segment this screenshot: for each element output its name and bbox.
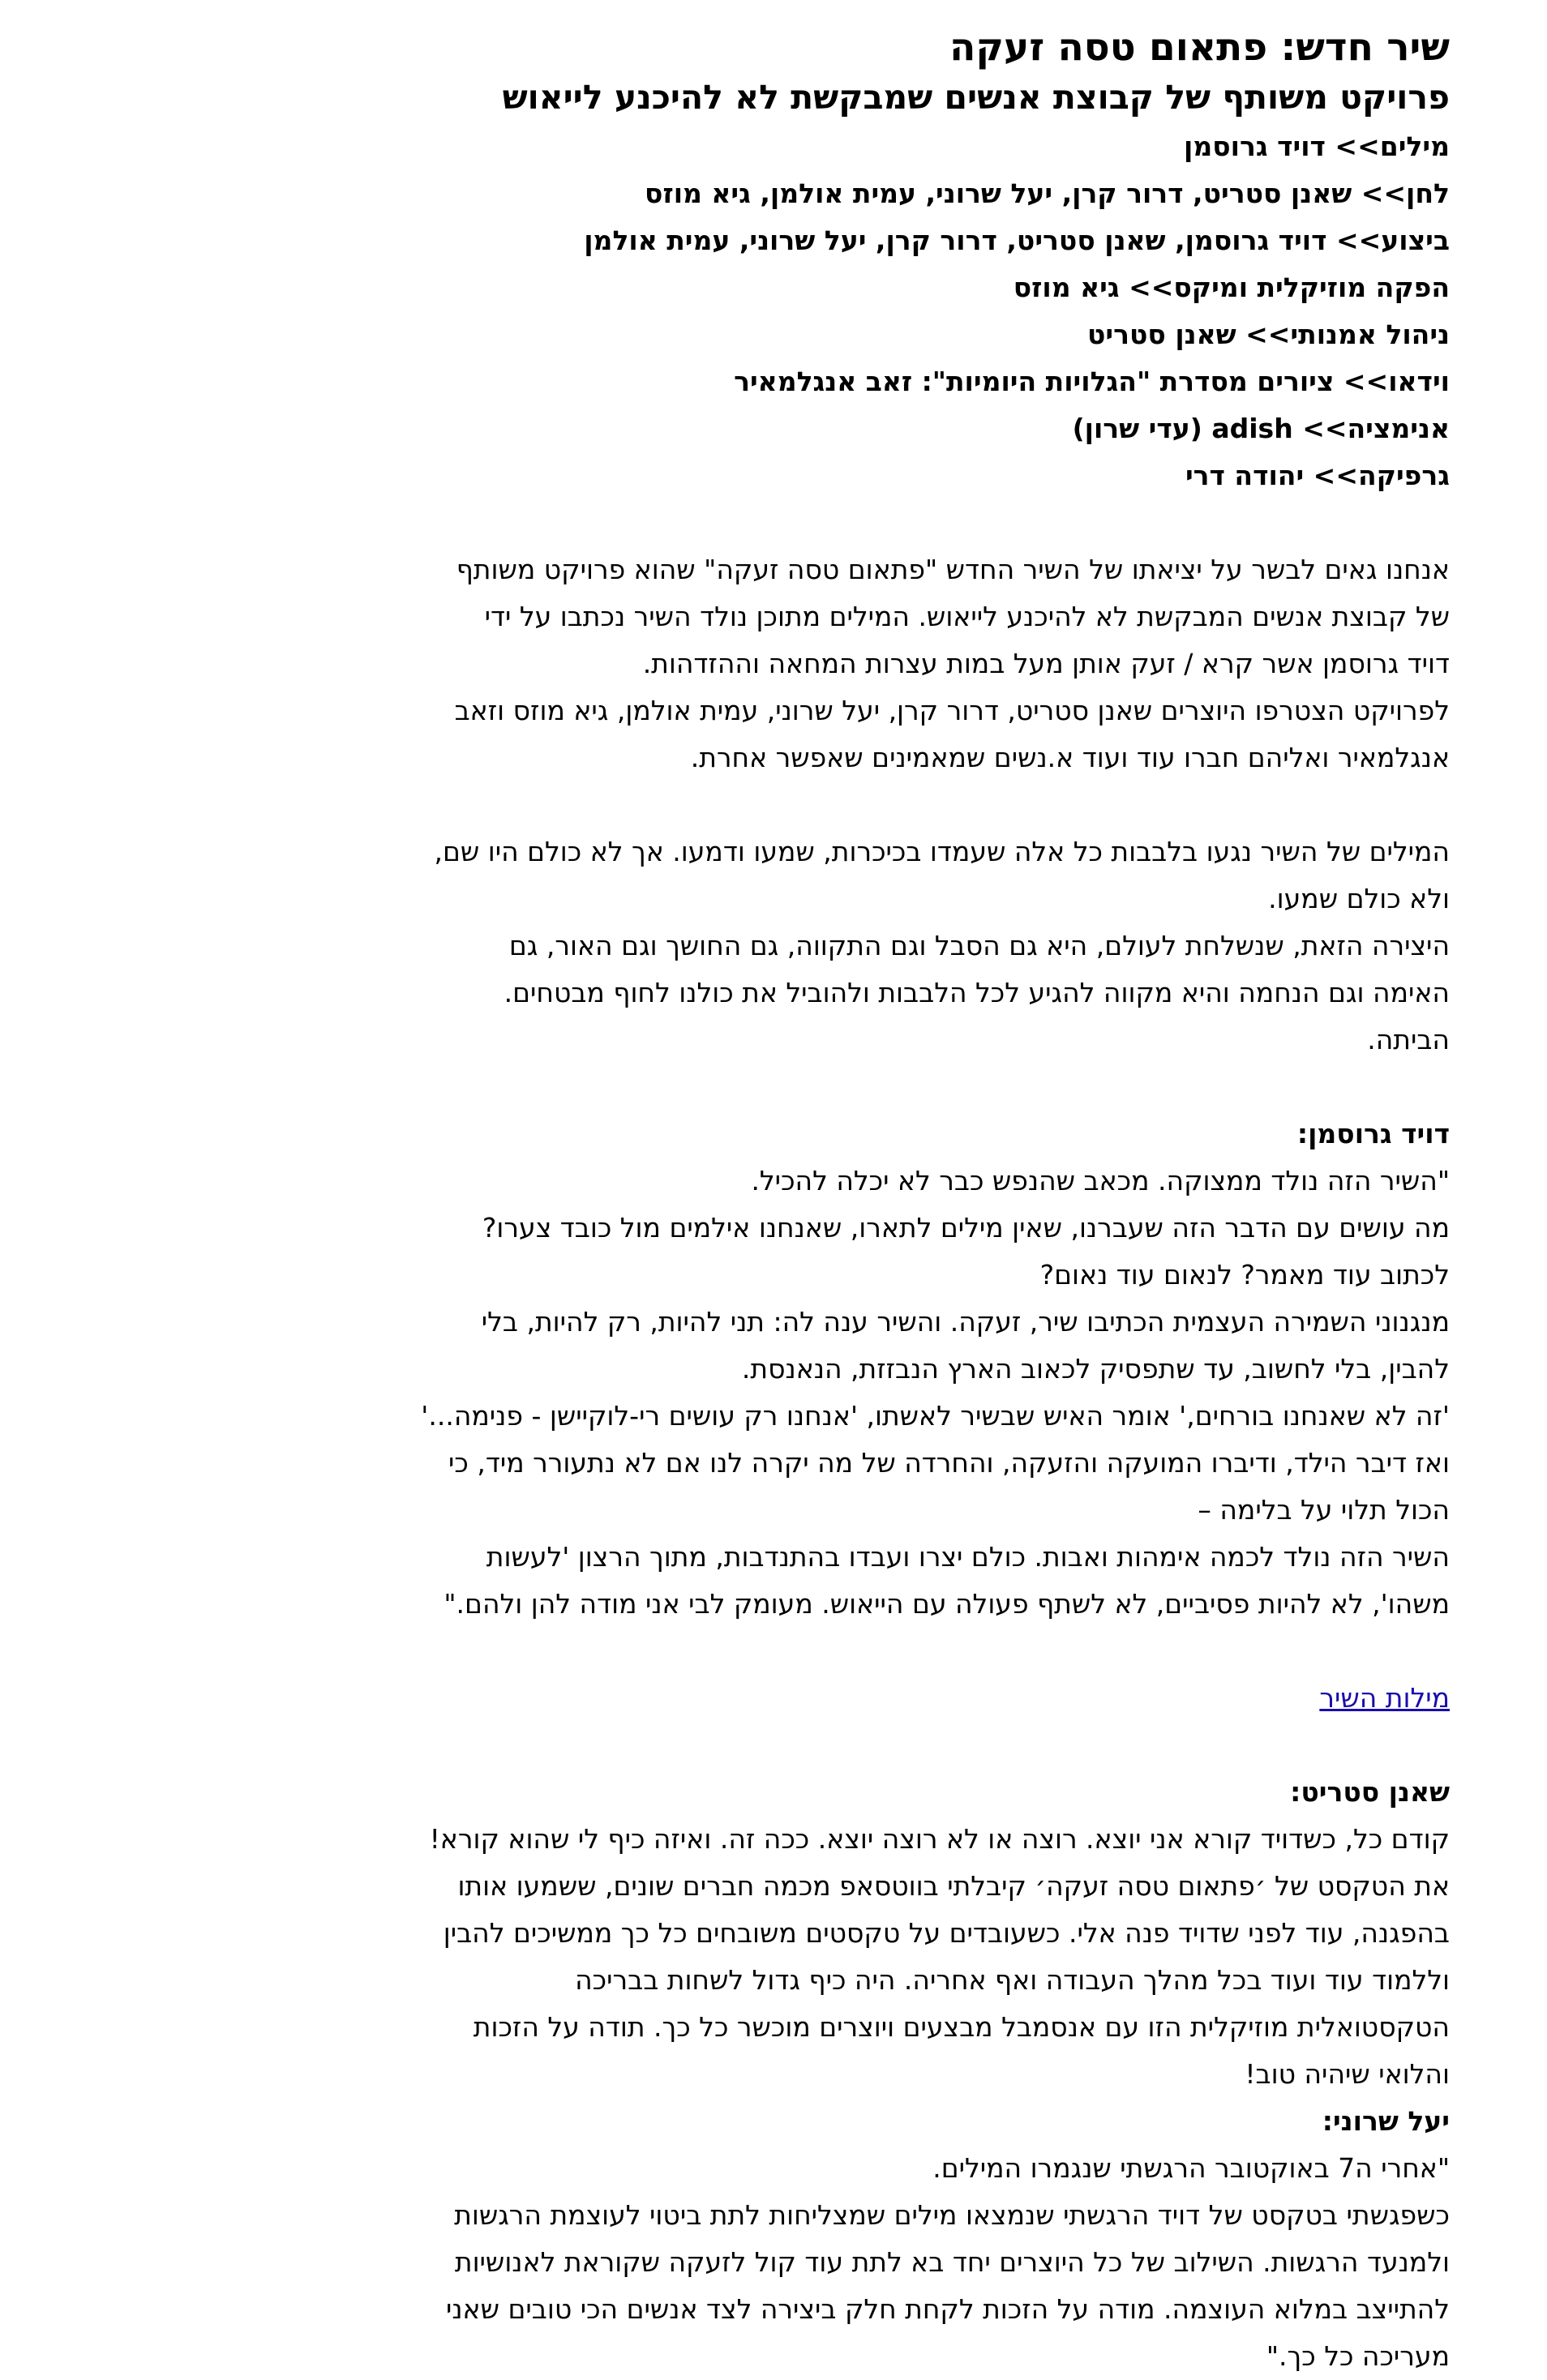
text-line: "השיר הזה נולד ממצוקה. מכאב שהנפש כבר לא יכלה להכיל.: [751, 1165, 1450, 1196]
text-line: השיר הזה נולד לכמה אימהות ואבות. כולם יצרו ועבדו בהתנדבות, מתוך הרצון 'לעשות: [486, 1541, 1450, 1573]
text-line: לפרויקט הצטרפו היוצרים שאנן סטריט, דרור קרן, יעל שרוני, עמית אולמן, גיא מוזס וזאב: [454, 695, 1450, 726]
shaanan-quote: [71, 1769, 1450, 2098]
text-line: אנחנו גאים לבשר על יציאתו של השיר החדש "פתאום טסה זעקה" שהוא פרויקט משותף: [456, 554, 1450, 585]
text-line: להבין, בלי לחשוב, עד שתפסיק לכאוב הארץ הנבזזת, הנאנסת.: [741, 1353, 1450, 1385]
text-line: 'זה לא שאנחנו בורחים,' אומר האיש שבשיר לאשתו, 'אנחנו רק עושים רי-לוקיישן - פנימה...': [421, 1400, 1450, 1432]
credit-production: הפקה מוזיקלית ומיקס>> גיא מוזס: [1013, 272, 1450, 303]
grossman-quote: [71, 1111, 1450, 1628]
text-line: הביתה.: [1367, 1024, 1450, 1055]
text-line: האימה וגם הנחמה והיא מקווה להגיע לכל הלבבות ולהוביל את כולנו לחוף מבטחים.: [504, 977, 1450, 1008]
credit-art-direction: ניהול אמנותי>> שאנן סטריט: [1086, 319, 1450, 350]
text-line: ולמנעד הרגשות. השילוב של כל היוצרים יחד בא לתת עוד קול לזעקה שקוראת לאנושיות: [454, 2246, 1450, 2278]
text-line: משהו', לא להיות פסיביים, לא לשתף פעולה עם הייאוש. מעומק לבי אני מודה להן ולהם.": [444, 1588, 1450, 1620]
credits-list: [71, 123, 1450, 499]
text-line: הכול תלוי על בלימה –: [1198, 1494, 1450, 1526]
text-line: בהפגנה, עוד לפני שדויד פנה אלי. כשעובדים על טקסטים משובחים כל כך ממשיכים להבין: [443, 1917, 1450, 1949]
text-line: "אחרי ה7 באוקטובר הרגשתי שנגמרו המילים.: [932, 2152, 1450, 2184]
text-line: הטקסטואלית מוזיקלית הזו עם אנסמבל מבצעים ויוצרים מוכשר כל כך. תודה על הזכות: [473, 2011, 1450, 2043]
text-line: קודם כל, כשדויד קורא אני יוצא. רוצה או לא רוצה יוצא. ככה זה. ואיזה כיף לי שהוא קורא!: [429, 1823, 1450, 1855]
credit-animation: אנימציה>> adish (עדי שרון): [1072, 413, 1450, 444]
text-line: של קבוצת אנשים המבקשת לא להיכנע לייאוש. המילים מתוכן נולד השיר נכתבו על ידי: [484, 601, 1450, 632]
yael-quote: [71, 2098, 1450, 2380]
text-line: אנגלמאיר ואליהם חברו עוד ועוד א.נשים שמאמינים שאפשר אחרת.: [690, 742, 1450, 773]
second-paragraph: [71, 828, 1450, 1064]
text-line: ואז דיבר הילד, ודיברו המועקה והזעקה, והחרדה של מה יקרה לנו אם לא נתעורר מיד, כי: [448, 1447, 1450, 1479]
text-line: להתייצב במלוא העוצמה. מודה על הזכות לקחת חלק ביצירה לצד אנשים הכי טובים שאני: [445, 2293, 1450, 2325]
page-title: שיר חדש: פתאום טסה זעקה: [949, 25, 1450, 70]
intro-paragraph: [71, 546, 1450, 781]
text-line: כשפגשתי בטקסט של דויד הרגשתי שנמצאו מילים שמצליחות לתת ביטוי לעוצמת הרגשות: [454, 2199, 1450, 2231]
text-line: מנגנוני השמירה העצמית הכתיבו שיר, זעקה. והשיר ענה לה: תני להיות, רק להיות, בלי: [481, 1306, 1450, 1338]
credit-graphics: גרפיקה>> יהודה דרי: [1185, 460, 1450, 491]
lyrics-link[interactable]: מילות השיר: [1319, 1682, 1450, 1714]
text-line: מעריכה כל כך.": [1266, 2340, 1450, 2372]
credit-melody: לחן>> שאנן סטריט, דרור קרן, יעל שרוני, עמית אולמן, גיא מוזס: [645, 178, 1450, 209]
speaker-name: דויד גרוסמן:: [1296, 1118, 1450, 1149]
speaker-name: יעל שרוני:: [1322, 2105, 1450, 2137]
text-line: לכתוב עוד מאמר? לנאום עוד נאום?: [1039, 1259, 1450, 1291]
text-line: וללמוד עוד ועוד בכל מהלך העבודה ואף אחריה. היה כיף גדול לשחות בבריכה: [575, 1964, 1450, 1996]
credit-performance: ביצוע>> דויד גרוסמן, שאנן סטריט, דרור קרן, יעל שרוני, עמית אולמן: [584, 225, 1450, 256]
page-subtitle: פרויקט משותף של קבוצת אנשים שמבקשת לא להיכנע לייאוש: [502, 78, 1450, 117]
text-line: מה עושים עם הדבר הזה שעברנו, שאין מילים לתארו, שאנחנו אילמים מול כובד צערו?: [482, 1212, 1450, 1244]
text-line: דויד גרוסמן אשר קרא / זעק אותן מעל במות עצרות המחאה וההזדהות.: [642, 648, 1450, 679]
text-line: היצירה הזאת, שנשלחת לעולם, היא גם הסבל וגם התקווה, גם החושך וגם האור, גם: [508, 930, 1450, 961]
text-line: את הטקסט של ׳פתאום טסה זעקה׳ קיבלתי בווטסאפ מכמה חברים שונים, ששמעו אותו: [457, 1870, 1450, 1902]
credit-lyrics: מילים>> דויד גרוסמן: [1184, 131, 1450, 162]
text-line: ולא כולם שמעו.: [1268, 883, 1450, 914]
article: [71, 23, 1450, 2380]
speaker-name: שאנן סטריט:: [1290, 1776, 1450, 1808]
credit-video: וידאו>> ציורים מסדרת "הגלויות היומיות": זאב אנגלמאיר: [734, 366, 1450, 397]
text-line: והלואי שיהיה טוב!: [1245, 2058, 1450, 2090]
text-line: המילים של השיר נגעו בלבבות כל אלה שעמדו בכיכרות, שמעו ודמעו. אך לא כולם היו שם,: [434, 836, 1450, 867]
